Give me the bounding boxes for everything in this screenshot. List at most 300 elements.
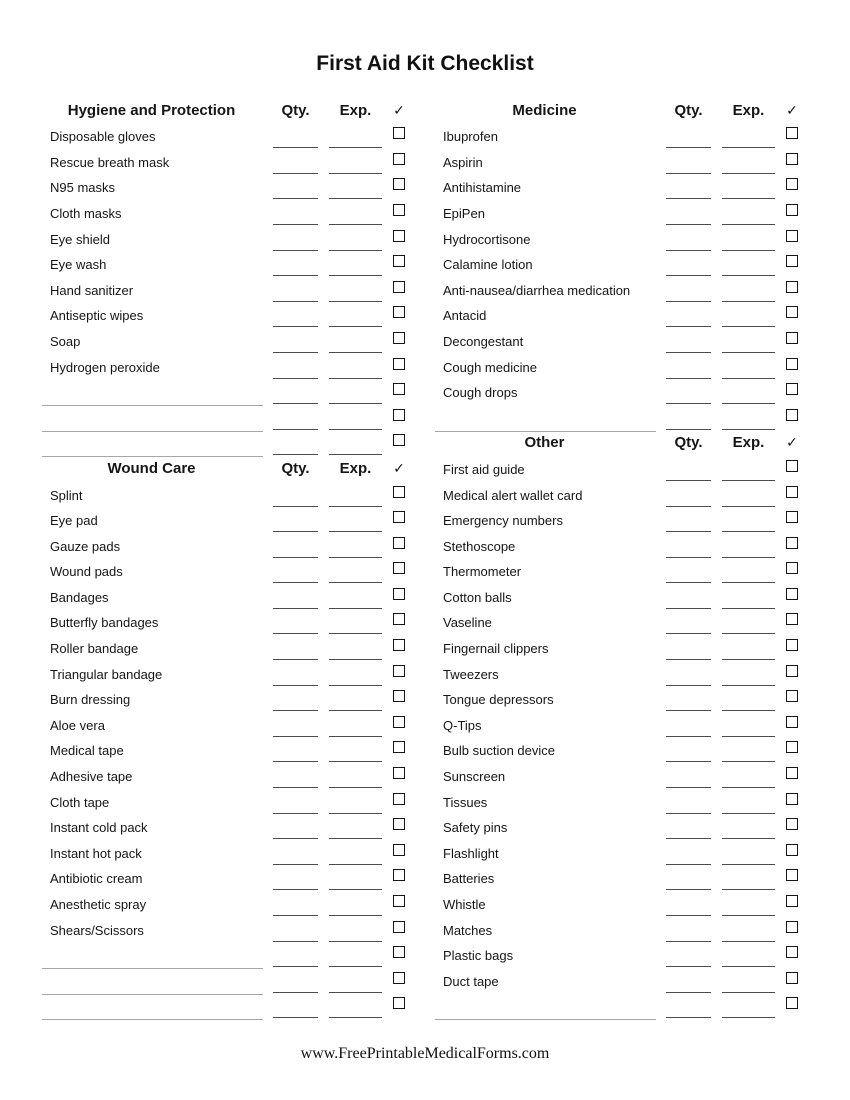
exp-field[interactable] — [722, 480, 775, 481]
item-label: N95 masks — [50, 180, 116, 196]
item-label: Instant cold pack — [50, 820, 148, 836]
qty-field[interactable] — [273, 685, 318, 686]
section-title: Hygiene and Protection — [67, 101, 236, 119]
checkbox[interactable] — [393, 332, 405, 344]
exp-field[interactable] — [722, 582, 775, 583]
qty-field[interactable] — [273, 198, 318, 199]
qty-field[interactable] — [666, 480, 711, 481]
qty-field[interactable] — [666, 889, 711, 890]
exp-field[interactable] — [722, 710, 775, 711]
checkbox[interactable] — [786, 613, 798, 625]
checklist-row — [433, 916, 798, 942]
exp-field[interactable] — [329, 659, 382, 660]
exp-field[interactable] — [329, 198, 382, 199]
item-name-field[interactable] — [435, 431, 656, 432]
checkbox[interactable] — [393, 613, 405, 625]
qty-field[interactable] — [666, 275, 711, 276]
checkbox[interactable] — [393, 281, 405, 293]
item-label: Batteries — [443, 871, 495, 887]
exp-field[interactable] — [722, 813, 775, 814]
checkbox[interactable] — [393, 767, 405, 779]
checkbox[interactable] — [393, 716, 405, 728]
qty-field[interactable] — [666, 326, 711, 327]
qty-field[interactable] — [666, 557, 711, 558]
checkbox[interactable] — [786, 588, 798, 600]
exp-field[interactable] — [722, 966, 775, 967]
checklist-row — [40, 583, 405, 609]
checkbox[interactable] — [786, 537, 798, 549]
exp-column-header: Exp. — [339, 459, 372, 477]
checkbox[interactable] — [786, 921, 798, 933]
checkbox[interactable] — [393, 358, 405, 370]
exp-field[interactable] — [722, 506, 775, 507]
checklist-row — [433, 532, 798, 558]
qty-field[interactable] — [273, 352, 318, 353]
exp-field[interactable] — [329, 224, 382, 225]
item-label: Disposable gloves — [50, 129, 156, 145]
checkbox[interactable] — [393, 178, 405, 190]
item-label: Calamine lotion — [443, 257, 533, 273]
checklist-row — [40, 174, 405, 200]
checkbox[interactable] — [786, 332, 798, 344]
qty-field[interactable] — [666, 608, 711, 609]
qty-field[interactable] — [666, 198, 711, 199]
checkbox[interactable] — [786, 255, 798, 267]
exp-column-header: Exp. — [732, 101, 765, 119]
qty-field[interactable] — [273, 889, 318, 890]
checkbox[interactable] — [393, 486, 405, 498]
checkbox[interactable] — [786, 358, 798, 370]
exp-field[interactable] — [329, 250, 382, 251]
item-label: Whistle — [443, 897, 486, 912]
qty-field[interactable] — [666, 710, 711, 711]
exp-field[interactable] — [329, 608, 382, 609]
qty-field[interactable] — [273, 813, 318, 814]
item-label: Splint — [50, 487, 83, 503]
item-label: Antiseptic wipes — [50, 308, 144, 324]
qty-field[interactable] — [666, 147, 711, 148]
checklist-row — [40, 123, 405, 149]
exp-field[interactable] — [722, 301, 775, 302]
qty-field[interactable] — [273, 403, 318, 404]
item-name-field[interactable] — [42, 456, 263, 457]
exp-field[interactable] — [329, 941, 382, 942]
item-label: Hand sanitizer — [50, 282, 134, 298]
qty-field[interactable] — [273, 147, 318, 148]
exp-field[interactable] — [722, 557, 775, 558]
exp-field[interactable] — [722, 147, 775, 148]
qty-field[interactable] — [273, 736, 318, 737]
exp-field[interactable] — [329, 710, 382, 711]
checklist-row — [433, 890, 798, 916]
checkbox[interactable] — [786, 997, 798, 1009]
checkbox[interactable] — [393, 562, 405, 574]
checkbox[interactable] — [786, 153, 798, 165]
qty-field[interactable] — [666, 761, 711, 762]
item-name-field[interactable] — [42, 405, 263, 406]
qty-field[interactable] — [273, 173, 318, 174]
item-label: Cloth masks — [50, 205, 122, 221]
exp-field[interactable] — [329, 889, 382, 890]
item-label: Bulb suction device — [443, 743, 556, 759]
checkbox[interactable] — [786, 690, 798, 702]
qty-field[interactable] — [273, 966, 318, 967]
qty-field[interactable] — [273, 608, 318, 609]
qty-column-header: Qty. — [281, 101, 310, 119]
left-column — [40, 97, 405, 1018]
qty-field[interactable] — [666, 864, 711, 865]
qty-field[interactable] — [666, 506, 711, 507]
checklist-row — [40, 916, 405, 942]
item-name-field[interactable] — [42, 968, 263, 969]
exp-field[interactable] — [722, 889, 775, 890]
checkbox[interactable] — [393, 997, 405, 1009]
checklist-row — [40, 507, 405, 533]
checkbox[interactable] — [393, 511, 405, 523]
qty-field[interactable] — [666, 633, 711, 634]
qty-field[interactable] — [273, 275, 318, 276]
checkbox[interactable] — [393, 921, 405, 933]
qty-field[interactable] — [273, 838, 318, 839]
qty-field[interactable] — [273, 506, 318, 507]
checkbox[interactable] — [786, 895, 798, 907]
checkbox[interactable] — [393, 383, 405, 395]
checkbox[interactable] — [786, 409, 798, 421]
qty-field[interactable] — [273, 378, 318, 379]
exp-field[interactable] — [722, 429, 775, 430]
item-label: Flashlight — [443, 845, 499, 861]
checkbox[interactable] — [393, 230, 405, 242]
item-label: Antibiotic cream — [50, 871, 143, 887]
checkbox[interactable] — [786, 793, 798, 805]
exp-field[interactable] — [329, 301, 382, 302]
checkbox[interactable] — [786, 127, 798, 139]
checkbox[interactable] — [786, 741, 798, 753]
checkbox[interactable] — [393, 869, 405, 881]
footer-url: www.FreePrintableMedicalForms.com — [300, 1045, 550, 1063]
item-label: Duct tape — [443, 973, 499, 989]
qty-field[interactable] — [273, 787, 318, 788]
checklist-row — [40, 532, 405, 558]
section-header-row — [433, 430, 798, 456]
checkbox[interactable] — [393, 793, 405, 805]
qty-field[interactable] — [666, 966, 711, 967]
exp-field[interactable] — [722, 608, 775, 609]
qty-column-header: Qty. — [674, 434, 703, 452]
item-label: Anesthetic spray — [50, 897, 147, 912]
checkbox[interactable] — [786, 639, 798, 651]
qty-field[interactable] — [273, 659, 318, 660]
exp-field[interactable] — [722, 275, 775, 276]
checklist-row — [40, 890, 405, 916]
checkbox[interactable] — [786, 230, 798, 242]
exp-field[interactable] — [722, 531, 775, 532]
checkbox[interactable] — [786, 562, 798, 574]
qty-field[interactable] — [666, 813, 711, 814]
checkbox[interactable] — [786, 716, 798, 728]
checkbox[interactable] — [786, 869, 798, 881]
checkbox[interactable] — [393, 946, 405, 958]
qty-field[interactable] — [273, 710, 318, 711]
item-label: Soap — [50, 333, 81, 349]
checklist-row — [433, 225, 798, 251]
qty-field[interactable] — [666, 838, 711, 839]
checkbox[interactable] — [393, 741, 405, 753]
exp-field[interactable] — [329, 633, 382, 634]
item-label: Wound pads — [50, 564, 123, 580]
qty-field[interactable] — [273, 992, 318, 993]
item-label: Bandages — [50, 589, 109, 605]
item-label: Cough drops — [443, 385, 518, 401]
blank-row — [40, 430, 405, 456]
exp-field[interactable] — [329, 992, 382, 993]
checkbox[interactable] — [393, 537, 405, 549]
exp-field[interactable] — [329, 429, 382, 430]
exp-field[interactable] — [722, 838, 775, 839]
item-label: Plastic bags — [443, 948, 514, 964]
exp-field[interactable] — [722, 1017, 775, 1018]
checklist-row — [433, 967, 798, 993]
exp-field[interactable] — [722, 992, 775, 993]
qty-field[interactable] — [666, 531, 711, 532]
exp-field[interactable] — [722, 787, 775, 788]
item-name-field[interactable] — [42, 431, 263, 432]
qty-field[interactable] — [273, 941, 318, 942]
exp-field[interactable] — [329, 838, 382, 839]
checkbox[interactable] — [786, 460, 798, 472]
exp-field[interactable] — [329, 531, 382, 532]
exp-field[interactable] — [722, 224, 775, 225]
checklist-row — [40, 839, 405, 865]
checkbox[interactable] — [393, 665, 405, 677]
checkbox[interactable] — [786, 383, 798, 395]
exp-field[interactable] — [329, 173, 382, 174]
qty-field[interactable] — [273, 582, 318, 583]
exp-field[interactable] — [329, 506, 382, 507]
item-label: Safety pins — [443, 820, 508, 836]
qty-field[interactable] — [666, 378, 711, 379]
item-name-field[interactable] — [435, 1019, 656, 1020]
qty-field[interactable] — [666, 736, 711, 737]
qty-field[interactable] — [666, 224, 711, 225]
exp-field[interactable] — [722, 864, 775, 865]
check-column-header: ✓ — [393, 459, 405, 476]
exp-field[interactable] — [329, 915, 382, 916]
exp-field[interactable] — [722, 326, 775, 327]
checklist-row — [40, 199, 405, 225]
qty-field[interactable] — [666, 352, 711, 353]
exp-field[interactable] — [329, 582, 382, 583]
qty-field[interactable] — [273, 1017, 318, 1018]
exp-field[interactable] — [329, 966, 382, 967]
checklist-row — [40, 711, 405, 737]
checkbox[interactable] — [786, 486, 798, 498]
checklist-row — [40, 302, 405, 328]
qty-field[interactable] — [666, 787, 711, 788]
item-label: Eye shield — [50, 231, 110, 247]
checkbox[interactable] — [786, 818, 798, 830]
exp-field[interactable] — [722, 685, 775, 686]
item-label: Tongue depressors — [443, 692, 554, 708]
checklist-row — [40, 865, 405, 891]
item-label: Matches — [443, 922, 493, 938]
qty-field[interactable] — [273, 633, 318, 634]
checkbox[interactable] — [786, 281, 798, 293]
exp-column-header: Exp. — [339, 101, 372, 119]
item-label: Cloth tape — [50, 794, 110, 810]
qty-field[interactable] — [666, 173, 711, 174]
checkbox[interactable] — [393, 153, 405, 165]
exp-field[interactable] — [329, 813, 382, 814]
checklist-row — [40, 225, 405, 251]
qty-field[interactable] — [273, 250, 318, 251]
qty-field[interactable] — [666, 685, 711, 686]
exp-field[interactable] — [722, 352, 775, 353]
exp-field[interactable] — [329, 1017, 382, 1018]
exp-field[interactable] — [722, 659, 775, 660]
checklist-row — [40, 558, 405, 584]
qty-field[interactable] — [666, 301, 711, 302]
checkbox[interactable] — [393, 972, 405, 984]
exp-field[interactable] — [329, 454, 382, 455]
item-label: Fingernail clippers — [443, 641, 549, 657]
item-label: Gauze pads — [50, 538, 121, 554]
right-column — [433, 97, 798, 1018]
checkbox[interactable] — [393, 204, 405, 216]
checkbox[interactable] — [393, 639, 405, 651]
item-label: Emergency numbers — [443, 513, 563, 529]
exp-field[interactable] — [722, 736, 775, 737]
qty-field[interactable] — [666, 403, 711, 404]
exp-field[interactable] — [329, 864, 382, 865]
checklist-row — [40, 327, 405, 353]
checklist-row — [433, 123, 798, 149]
exp-field[interactable] — [722, 941, 775, 942]
checklist-row — [40, 634, 405, 660]
checkbox[interactable] — [786, 972, 798, 984]
item-label: Instant hot pack — [50, 845, 142, 861]
qty-field[interactable] — [273, 557, 318, 558]
qty-field[interactable] — [273, 915, 318, 916]
qty-field[interactable] — [666, 941, 711, 942]
checklist-row — [40, 251, 405, 277]
checklist-row — [433, 199, 798, 225]
checkbox[interactable] — [786, 306, 798, 318]
checkbox[interactable] — [393, 690, 405, 702]
qty-field[interactable] — [666, 659, 711, 660]
checkbox[interactable] — [786, 767, 798, 779]
exp-field[interactable] — [329, 736, 382, 737]
exp-field[interactable] — [329, 787, 382, 788]
exp-field[interactable] — [722, 633, 775, 634]
exp-field[interactable] — [329, 275, 382, 276]
checklist-row — [40, 660, 405, 686]
item-label: Aspirin — [443, 154, 483, 170]
item-label: Medical alert wallet card — [443, 487, 583, 503]
checkbox[interactable] — [393, 844, 405, 856]
exp-field[interactable] — [329, 557, 382, 558]
item-label: Ibuprofen — [443, 129, 498, 145]
checkbox[interactable] — [786, 511, 798, 523]
item-name-field[interactable] — [42, 1019, 263, 1020]
qty-field[interactable] — [273, 761, 318, 762]
exp-field[interactable] — [329, 761, 382, 762]
blank-row — [40, 404, 405, 430]
checkbox[interactable] — [786, 178, 798, 190]
check-column-header: ✓ — [393, 101, 405, 118]
qty-column-header: Qty. — [281, 459, 310, 477]
checkbox[interactable] — [393, 306, 405, 318]
exp-field[interactable] — [329, 378, 382, 379]
checklist-row — [433, 327, 798, 353]
exp-field[interactable] — [329, 326, 382, 327]
checkbox[interactable] — [393, 409, 405, 421]
checkbox[interactable] — [393, 434, 405, 446]
item-label: Cough medicine — [443, 359, 537, 375]
item-label: Triangular bandage — [50, 666, 163, 682]
item-label: Vaseline — [443, 615, 492, 631]
checkbox[interactable] — [393, 255, 405, 267]
item-label: Butterfly bandages — [50, 615, 159, 631]
checklist-row — [433, 353, 798, 379]
checkbox[interactable] — [393, 127, 405, 139]
exp-field[interactable] — [722, 915, 775, 916]
qty-field[interactable] — [273, 224, 318, 225]
exp-field[interactable] — [722, 250, 775, 251]
checklist-row — [433, 634, 798, 660]
exp-field[interactable] — [722, 761, 775, 762]
exp-field[interactable] — [329, 403, 382, 404]
item-name-field[interactable] — [42, 994, 263, 995]
exp-field[interactable] — [722, 198, 775, 199]
qty-field[interactable] — [273, 301, 318, 302]
qty-field[interactable] — [666, 915, 711, 916]
exp-field[interactable] — [329, 685, 382, 686]
checkbox[interactable] — [393, 588, 405, 600]
qty-field[interactable] — [666, 250, 711, 251]
checkbox[interactable] — [786, 844, 798, 856]
qty-field[interactable] — [666, 429, 711, 430]
qty-field[interactable] — [273, 531, 318, 532]
exp-field[interactable] — [329, 147, 382, 148]
exp-field[interactable] — [722, 173, 775, 174]
qty-field[interactable] — [666, 582, 711, 583]
exp-field[interactable] — [722, 403, 775, 404]
item-label: Thermometer — [443, 564, 522, 580]
qty-field[interactable] — [666, 992, 711, 993]
checklist-row — [433, 762, 798, 788]
qty-field[interactable] — [666, 1017, 711, 1018]
item-label: Decongestant — [443, 333, 524, 349]
qty-field[interactable] — [273, 429, 318, 430]
checkbox[interactable] — [786, 665, 798, 677]
checklist-row — [40, 814, 405, 840]
qty-field[interactable] — [273, 864, 318, 865]
qty-field[interactable] — [273, 326, 318, 327]
item-label: Hydrocortisone — [443, 231, 531, 247]
checkbox[interactable] — [393, 895, 405, 907]
exp-field[interactable] — [722, 378, 775, 379]
item-label: Aloe vera — [50, 717, 105, 733]
checkbox[interactable] — [393, 818, 405, 830]
checkbox[interactable] — [786, 204, 798, 216]
blank-row — [40, 379, 405, 405]
checkbox[interactable] — [786, 946, 798, 958]
exp-field[interactable] — [329, 352, 382, 353]
qty-field[interactable] — [273, 454, 318, 455]
item-label: Medical tape — [50, 743, 124, 759]
item-label: Antacid — [443, 308, 487, 324]
